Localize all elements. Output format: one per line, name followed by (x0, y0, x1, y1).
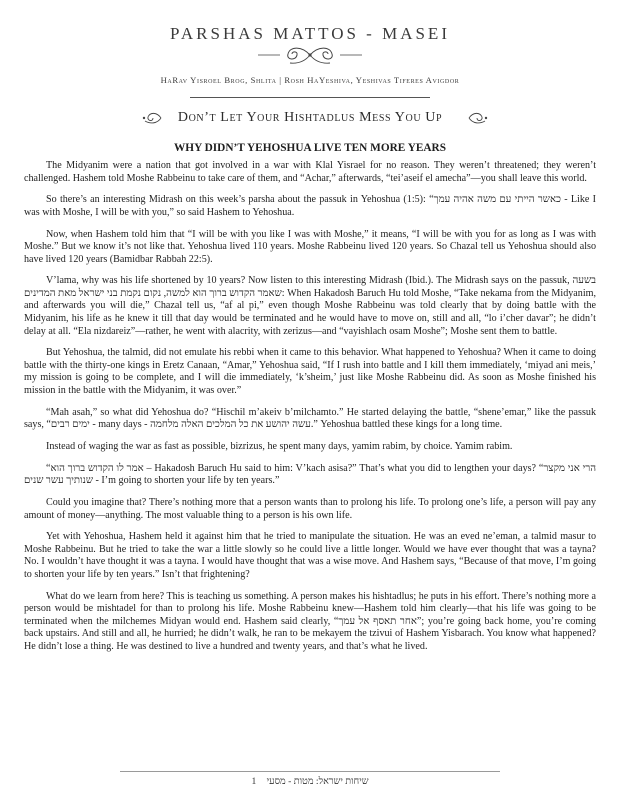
footer-divider (120, 771, 500, 772)
page-footer (24, 776, 596, 787)
flourish-left-icon (142, 111, 162, 125)
paragraph: “אמר לו הקדוש ברוך הוא – Hakadosh Baruch Hu said to him: V’kach asisa?” That’s what you did to lengthen your days? “הרי אני מקצר שנותיך עשר שנים - I’m going to shorten your life by ten years.” (24, 462, 596, 487)
paragraph: Now, when Hashem told him that “I will be with you like I was with Moshe,” it means, “I will be with you for as long as I was with Moshe.” But we know it’s not like that. Yehoshua lived 110 years. Moshe Rabbeinu lived 120 years. So Chazal tell us Yehoshua should also have lived 120 years (Bamidbar Rabbah 22:5). (24, 228, 596, 265)
paragraph: The Midyanim were a nation that got involved in a war with Klal Yisrael for no reason. They weren’t threatened; they weren’t challenged. Hashem told Moshe Rabbeinu to take care of them, and “Achar,” afterwards, “tei’aseif el amecha”—you shall leave this world. (24, 160, 596, 184)
flourish-right-icon (468, 111, 488, 125)
paragraph: What do we learn from here? This is teaching us something. A person makes his hishtadlus; he puts in his effort. There’s nothing more a person would be mishtadel for than to prolong his life. Moshe Rabbeinu knew—Hashem told him clearly—that his life was going to be terminated when the milchemes Midyan would end. Hashem said clearly, “אחר תאסף אל עמך”; you’re going back home, you’re coming back upstairs. And still and all, he hurried; he didn’t walk, he ran to be mekayem the tzivui of Hashem Yisbarach. You know what happened? He didn’t lose a thing. He was destined to live a hundred and twenty years, and that’s what he lived. (24, 590, 596, 652)
section-heading: WHY DIDN’T YEHOSHUA LIVE TEN MORE YEARS (173, 142, 446, 154)
paragraph: Instead of waging the war as fast as possible, bizrizus, he spent many days, yamim rabim, by choice. Yamim rabim. (46, 440, 513, 452)
page (24, 0, 596, 800)
footer-title: שיחות ישראל: מטות - מסעי (266, 776, 369, 787)
article-body (24, 160, 596, 653)
flourish-ornament-icon (250, 44, 370, 66)
parsha-title: PARSHAS MATTOS - MASEI (170, 24, 450, 43)
paragraph: Yet with Yehoshua, Hashem held it against him that he tried to manipulate the situation. He was an eved ne’eman, a talmid masur to Moshe Rabbeinu. But he tried to take the war a little slowly so he could live a little longer. Would we have ever thought that was a tayna? No. I wouldn’t have thought it was a tayna. I would have thought that was a wise move. And Hashem says, “Because of that move, I’m going to shorten your life by ten years.” Isn’t that frightening? (24, 531, 596, 580)
divider (190, 97, 430, 98)
paragraph: Could you imagine that? There’s nothing more that a person wants than to prolong his life. To prolong one’s life, a person will pay any amount of money—anything. The most valuable thing to a person is his own life. (24, 496, 596, 521)
article-title: Don’t Let Your Hishtadlus Mess You Up (177, 110, 443, 125)
paragraph: So there’s an interesting Midrash on this week’s parsha about the passuk in Yehoshua (1:5): “כאשר הייתי עם משה אהיה עמך - Like I was with Moshe, I will be with you,” so said Hashem to Yehoshua. (24, 194, 597, 218)
paragraph: V’lama, why was his life shortened by 10 years? Now listen to this interesting Midrash (Ibid.). The Midrash says on the passuk, בשעה שאמר הקדוש ברוך הוא למשה, נקום נקמת בני ישראל מאת המדינים: When Hakadosh Baruch Hu told Moshe, “Take nekama from the Midyanim, and afterwards you will die,” Chazal tell us, “af al pi,” even though Moshe Rabbeinu was told clearly that by doing battle with the Midyanim, his life as he knew it till that day would be terminated and he would have to move on, still and all, “lo i’cher davar”; he didn’t delay at all. “Ela nizdareiz”—rather, he went with alacrity, with zerizus—and “vayishlach osam Moshe”; Moshe sent them to battle. (24, 275, 596, 337)
paragraph: But Yehoshua, the talmid, did not emulate his rebbi when it came to this behavior. What happened to Yehoshua? When it came to doing battle with the thirty-one kings in Eretz Canaan, “Amar,” Yehoshua said, “If I rush into battle and I kill them immediately, ‘miyad ani meis,’ my mission is going to be complete, and I will die immediately, ‘k’sheim,’ just like Moshe Rabbeinu did. As soon as Moshe finished his mission in the battle with the Midyanim, it was over.” (24, 347, 596, 396)
article-title-row (24, 106, 596, 130)
page-number: 1 (251, 776, 257, 787)
author-byline: HaRav Yisroel Brog, Shlita | Rosh HaYeshiva, Yeshivas Tiferes Avigdor (160, 75, 460, 85)
paragraph: “Mah asah,” so what did Yehoshua do? “Hischil m’akeiv b’milchamto.” He started delaying the battle, “shene’emar,” like the passuk says, “ימים רבים - many days - עשה יהושע את כל המלכים האלה מלחמה.” Yehoshua battled these kings for a long time. (24, 406, 596, 431)
